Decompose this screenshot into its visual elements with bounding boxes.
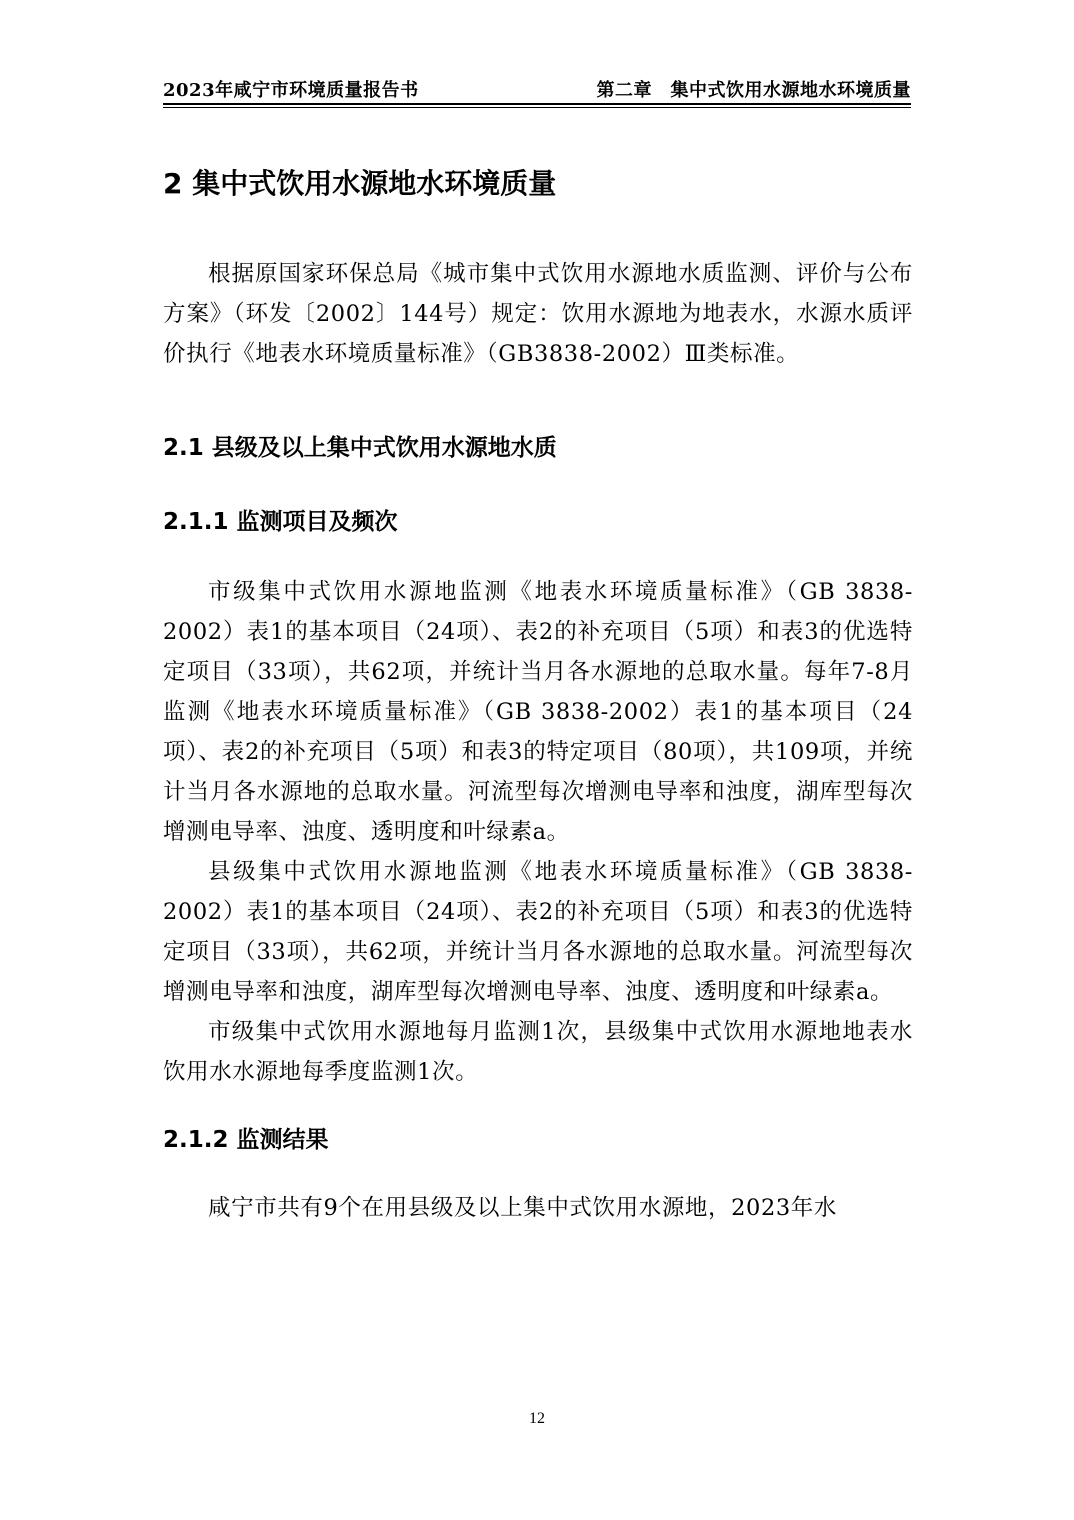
section-2-1-2-title: 2.1.2 监测结果 [163,1127,329,1153]
section-2-1-1-paragraph-3: 市级集中式饮用水源地每月监测1次，县级集中式饮用水源地地表水饮用水水源地每季度监测1次。 [163,1019,913,1085]
section-2-1-1-title: 2.1.1 监测项目及频次 [163,509,398,535]
chapter-title: 2 集中式饮用水源地水环境质量 [163,167,557,200]
header-rule-thin [163,107,911,108]
page-body [163,160,913,1228]
section-2-1-1-paragraph-2: 县级集中式饮用水源地监测《地表水环境质量标准》（GB 3838-2002）表1的基本项目（24项）、表2的补充项目（5项）和表3的优选特定项目（33项），共62项，并统计当月各水源地的总取水量。河流型每次增测电导率和浊度，湖库型每次增测电导率、浊度、透明度和叶绿素a。 [163,859,913,1005]
page-number: 12 [529,1410,545,1427]
header-report-title: 2023年咸宁市环境质量报告书 [163,80,419,101]
section-2-1-2-paragraph-1: 咸宁市共有9个在用县级及以上集中式饮用水源地，2023年水 [208,1195,837,1221]
section-2-1-title: 2.1 县级及以上集中式饮用水源地水质 [163,435,557,461]
header-chapter-title: 第二章 集中式饮用水源地水环境质量 [596,80,911,101]
running-header [163,76,911,102]
intro-paragraph: 根据原国家环保总局《城市集中式饮用水源地水质监测、评价与公布方案》（环发〔2002〕144号）规定：饮用水源地为地表水，水源水质评价执行《地表水环境质量标准》（GB3838-2002）Ⅲ类标准。 [163,261,913,367]
header-rule [163,103,911,105]
section-2-1-1-paragraph-1: 市级集中式饮用水源地监测《地表水环境质量标准》（GB 3838-2002）表1的基本项目（24项）、表2的补充项目（5项）和表3的优选特定项目（33项），共62项，并统计当月各水源地的总取水量。每年7-8月监测《地表水环境质量标准》（GB 3838-2002）表1的基本项目（24项）、表2的补充项目（5项）和表3的特定项目（80项），共109项，并统计当月各水源地的总取水量。河流型每次增测电导率和浊度，湖库型每次增测电导率、浊度、透明度和叶绿素a。 [163,579,913,845]
